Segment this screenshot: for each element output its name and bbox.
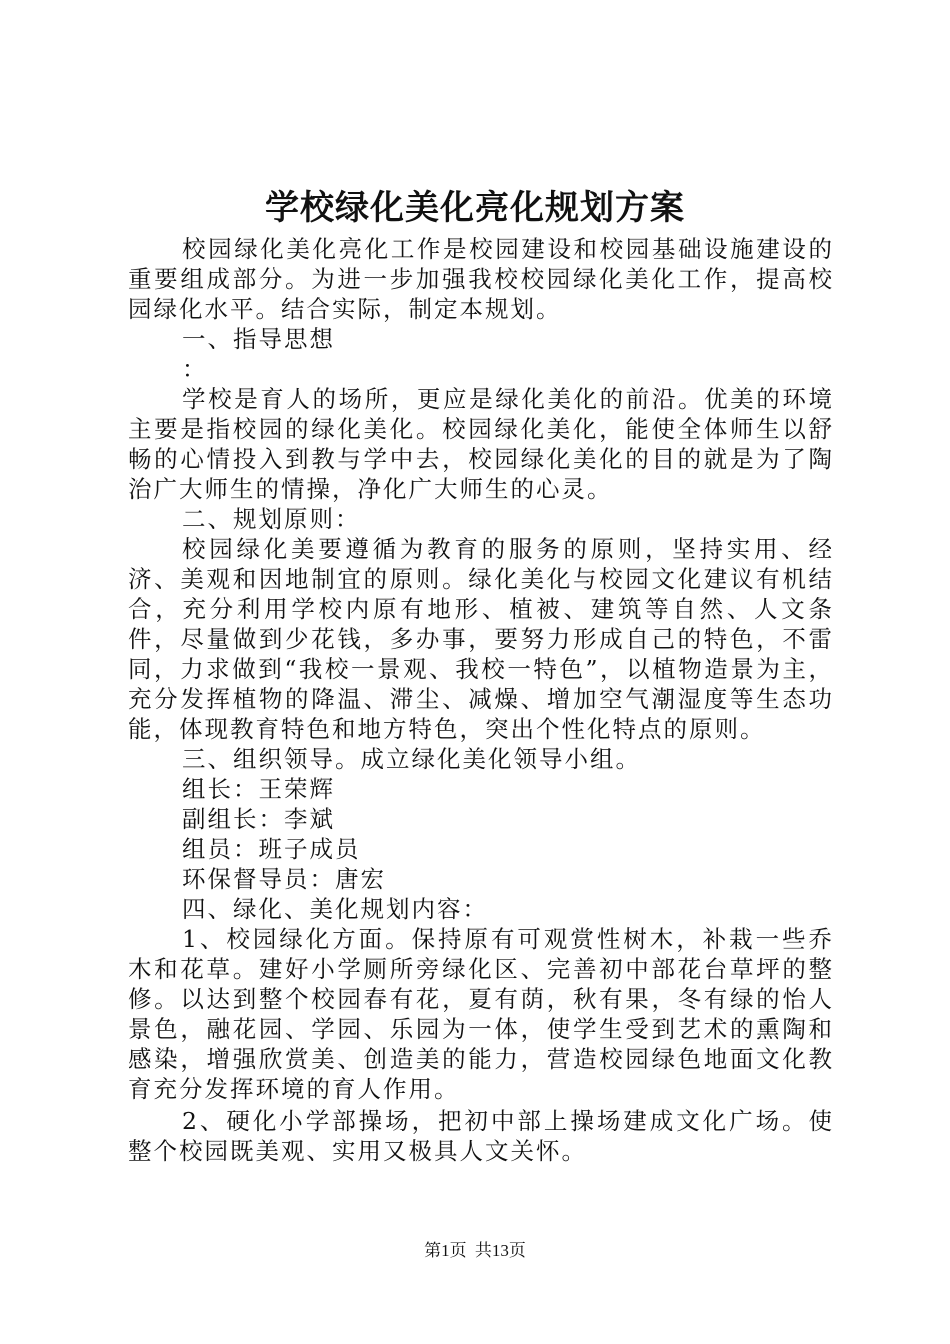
page-footer: [0, 1239, 950, 1263]
colon-line: ：: [182, 355, 208, 383]
principles-paragraph: 校园绿化美要遵循为教育的服务的原则，坚持实用、经济、美观和因地制宜的原则。绿化美化与校园文化建议有机结合，充分利用学校内原有地形、植被、建筑等自然、人文条件，尽量做到少花钱，多办事，要努力形成自己的特色，不雷同，力求做到“我校一景观、我校一特色”，以植物造景为主，充分发挥植物的降温、滞尘、减燥、增加空气潮湿度等生态功能，体现教育特色和地方特色，突出个性化特点的原则。: [128, 535, 834, 743]
document-title: 学校绿化美化亮化规划方案: [265, 188, 685, 228]
supervisor-line: 环保督导员：唐宏: [182, 865, 386, 893]
plan-item-2: 2、硬化小学部操场，把初中部上操场建成文化广场。使整个校园既美观、实用又极具人文关怀。: [128, 1107, 834, 1165]
guiding-ideas-paragraph: 学校是育人的场所，更应是绿化美化的前沿。优美的环境主要是指校园的绿化美化。校园绿化美化，能使全体师生以舒畅的心情投入到教与学中去，校园绿化美化的目的就是为了陶治广大师生的情操，净化广大师生的心灵。: [128, 385, 834, 503]
leader-line: 组长：王荣辉: [182, 775, 335, 803]
page-total: 共13页: [474, 1241, 526, 1260]
page-number: 第1页: [424, 1241, 467, 1260]
section-heading-plan-content: 四、绿化、美化规划内容：: [182, 895, 488, 923]
plan-item-1: 1、校园绿化方面。保持原有可观赏性树木，补栽一些乔木和花草。建好小学厕所旁绿化区、完善初中部花台草坪的整修。以达到整个校园春有花，夏有荫，秋有果，冬有绿的怡人景色，融花园、学园、乐园为一体，使学生受到艺术的熏陶和感染，增强欣赏美、创造美的能力，营造校园绿色地面文化教育充分发挥环境的育人作用。: [128, 925, 834, 1103]
intro-paragraph: 校园绿化美化亮化工作是校园建设和校园基础设施建设的重要组成部分。为进一步加强我校校园绿化美化工作，提高校园绿化水平。结合实际，制定本规划。: [128, 235, 834, 323]
section-heading-guiding-ideas: 一、指导思想: [182, 325, 335, 353]
document-body: [128, 234, 834, 1166]
members-line: 组员：班子成员: [182, 835, 361, 863]
section-heading-principles: 二、规划原则：: [182, 505, 361, 533]
section-heading-organization: 三、组织领导。成立绿化美化领导小组。: [182, 745, 641, 773]
deputy-leader-line: 副组长：李斌: [182, 805, 335, 833]
